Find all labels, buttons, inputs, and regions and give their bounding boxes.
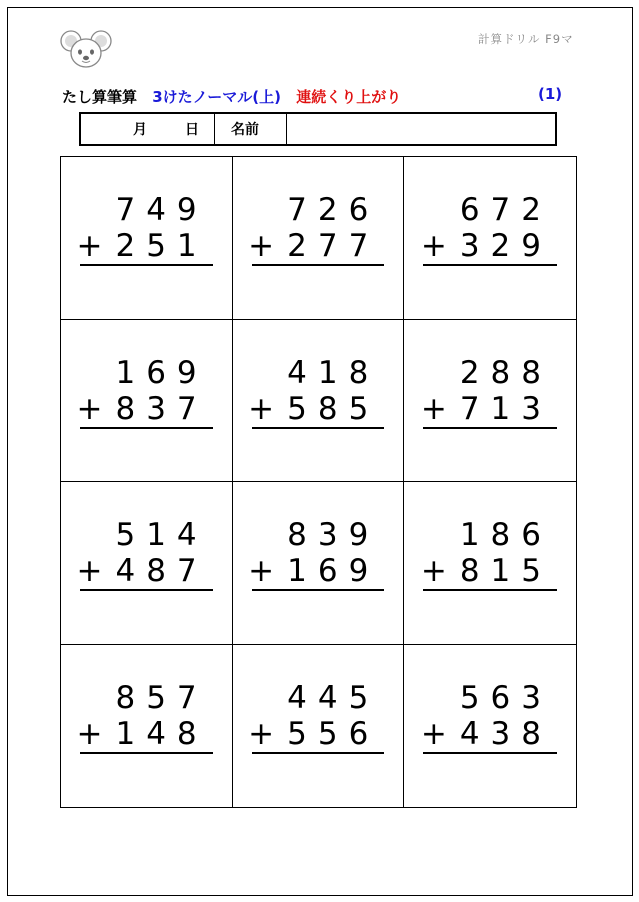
addend-bottom: 585 <box>287 390 380 427</box>
addend-bottom: 148 <box>115 715 208 752</box>
addend-top: 186 <box>459 517 552 553</box>
plus-sign: + <box>248 228 286 264</box>
problem-cell[interactable] <box>233 482 405 645</box>
addend-bottom-row <box>420 390 552 427</box>
addend-top: 514 <box>115 517 208 553</box>
plus-sign: + <box>76 715 114 752</box>
problem-cell[interactable] <box>404 320 576 483</box>
addend-bottom-row <box>76 228 208 264</box>
plus-sign: + <box>420 228 458 264</box>
addend-bottom: 713 <box>459 390 552 427</box>
problem-cell[interactable] <box>61 482 233 645</box>
answer-line <box>252 264 385 266</box>
addend-top: 839 <box>287 517 380 553</box>
addend-bottom-row <box>420 715 552 752</box>
problem-grid <box>60 156 577 808</box>
addend-top: 857 <box>115 679 208 716</box>
addend-bottom-row <box>420 228 552 264</box>
addend-bottom-row <box>248 715 380 752</box>
answer-line <box>423 589 557 591</box>
addend-bottom-row <box>76 715 208 752</box>
addend-top: 169 <box>115 354 208 391</box>
addend-bottom: 556 <box>287 715 380 752</box>
addend-bottom-row <box>248 390 380 427</box>
problem-cell[interactable] <box>233 157 405 320</box>
addend-bottom: 815 <box>459 553 552 589</box>
plus-sign: + <box>248 715 286 752</box>
addend-bottom-row <box>420 553 552 589</box>
addend-top: 445 <box>287 679 380 716</box>
date-field[interactable] <box>81 114 215 144</box>
addend-bottom-row <box>248 553 380 589</box>
addend-bottom-row <box>76 390 208 427</box>
plus-sign: + <box>76 228 114 264</box>
name-label: 名前 <box>215 114 287 144</box>
addend-bottom: 329 <box>459 228 552 264</box>
plus-sign: + <box>248 390 286 427</box>
answer-line <box>252 427 385 429</box>
problem-cell[interactable] <box>404 482 576 645</box>
month-label: 月 <box>133 122 147 138</box>
addend-top: 749 <box>115 192 208 228</box>
addend-bottom: 487 <box>115 553 208 589</box>
title-main: たし算筆算 <box>62 88 138 106</box>
answer-line <box>80 752 213 754</box>
worksheet-title <box>62 86 411 107</box>
addend-bottom: 251 <box>115 228 208 264</box>
answer-line <box>423 752 557 754</box>
addend-top: 672 <box>459 192 552 228</box>
plus-sign: + <box>248 553 286 589</box>
mouse-logo-icon <box>60 28 112 70</box>
name-field[interactable] <box>287 114 555 144</box>
problem-cell[interactable] <box>61 157 233 320</box>
plus-sign: + <box>420 390 458 427</box>
problem-cell[interactable] <box>233 320 405 483</box>
answer-line <box>423 427 557 429</box>
answer-line <box>423 264 557 266</box>
addend-bottom: 438 <box>459 715 552 752</box>
problem-cell[interactable] <box>404 645 576 808</box>
answer-line <box>252 752 385 754</box>
problem-cell[interactable] <box>61 645 233 808</box>
addend-top: 418 <box>287 354 380 391</box>
problem-cell[interactable] <box>233 645 405 808</box>
addend-bottom: 277 <box>287 228 380 264</box>
addend-top: 288 <box>459 354 552 391</box>
addend-bottom-row <box>76 553 208 589</box>
answer-line <box>80 264 213 266</box>
addend-bottom: 837 <box>115 390 208 427</box>
addend-bottom: 169 <box>287 553 380 589</box>
addend-top: 563 <box>459 679 552 716</box>
title-sub-red: 連続くり上がり <box>296 88 402 106</box>
plus-sign: + <box>76 390 114 427</box>
answer-line <box>252 589 385 591</box>
addend-top: 726 <box>287 192 380 228</box>
plus-sign: + <box>420 553 458 589</box>
plus-sign: + <box>420 715 458 752</box>
problem-cell[interactable] <box>404 157 576 320</box>
title-sub-blue: 3けたノーマル(上) <box>152 88 281 106</box>
sheet-number: (1) <box>538 85 563 103</box>
addend-bottom-row <box>248 228 380 264</box>
answer-line <box>80 589 213 591</box>
answer-line <box>80 427 213 429</box>
plus-sign: + <box>76 553 114 589</box>
problem-cell[interactable] <box>61 320 233 483</box>
brand-label: 計算ドリル F9マ <box>478 32 574 46</box>
name-date-box <box>79 112 557 146</box>
day-label: 日 <box>185 122 199 138</box>
